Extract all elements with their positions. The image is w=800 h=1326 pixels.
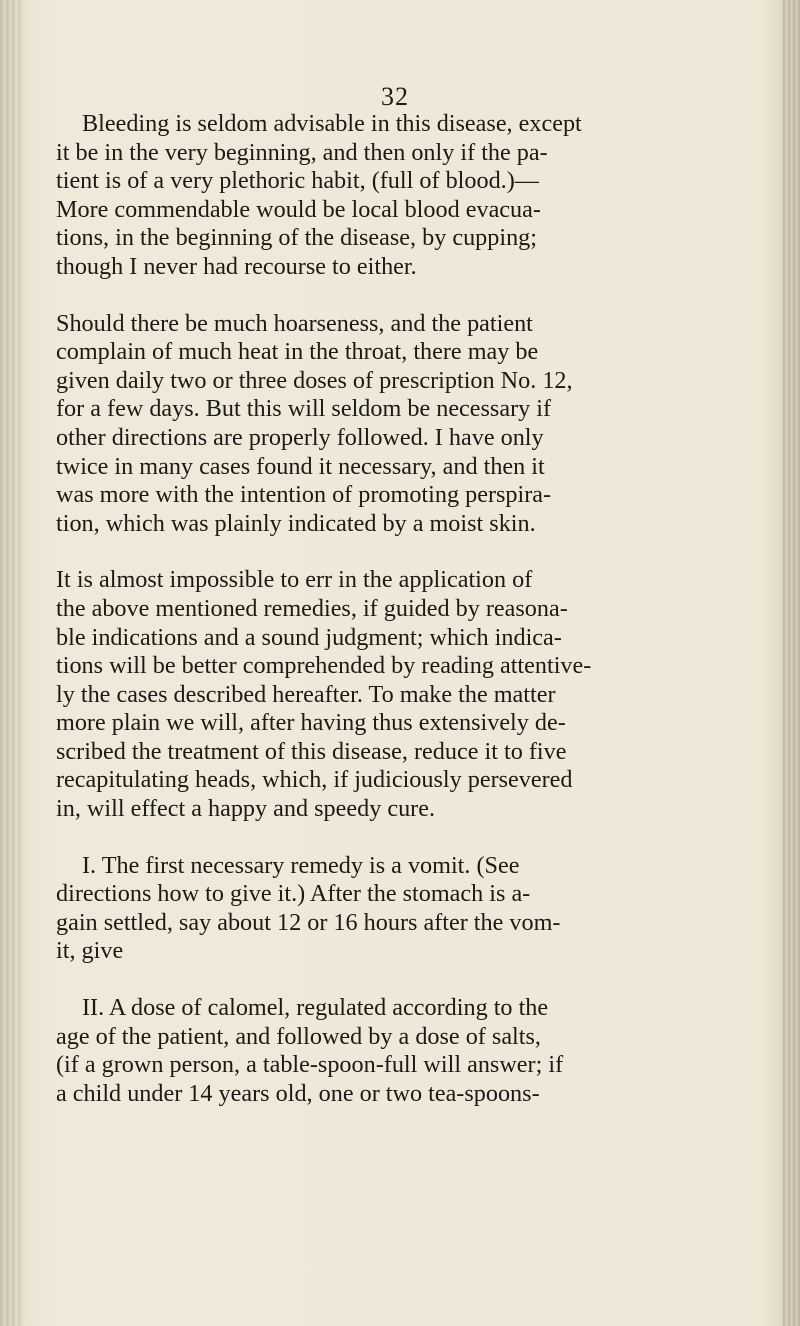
text-line: tions will be better comprehended by reading attentive-	[56, 652, 592, 680]
text-line: age of the patient, and followed by a dose of salts,	[56, 1022, 541, 1050]
text-line: II. A dose of calomel, regulated according to the	[82, 994, 549, 1022]
page-edge	[782, 0, 800, 1326]
text-line: in, will effect a happy and speedy cure.	[56, 795, 436, 823]
text-line: Bleeding is seldom advisable in this disease, except	[82, 110, 582, 137]
text-line: tient is of a very plethoric habit, (full of blood.)—	[56, 167, 539, 195]
text-line: ly the cases described hereafter. To make the matter	[56, 680, 556, 708]
page-number: 32	[381, 82, 409, 111]
text-line: a child under 14 years old, one or two tea-spoons-	[56, 1079, 540, 1107]
text-line: given daily two or three doses of prescription No. 12,	[56, 366, 573, 394]
text-line: tion, which was plainly indicated by a moist skin.	[56, 509, 536, 537]
text-line: (if a grown person, a table-spoon-full will answer; if	[56, 1051, 564, 1079]
paragraph-step-two	[56, 994, 748, 1108]
text-line: more plain we will, after having thus extensively de-	[56, 709, 566, 737]
text-line: ble indications and a sound judgment; which indica-	[56, 623, 562, 651]
page-gutter	[0, 0, 24, 1326]
text-line: though I never had recourse to either.	[56, 252, 417, 280]
text-line: More commendable would be local blood evacua-	[56, 195, 541, 223]
text-line: twice in many cases found it necessary, and then it	[56, 452, 545, 480]
text-line: scribed the treatment of this disease, reduce it to five	[56, 737, 567, 765]
text-line: it, give	[56, 937, 124, 965]
text-line: directions how to give it.) After the stomach is a-	[56, 880, 531, 908]
text-line: the above mentioned remedies, if guided by reasona-	[56, 594, 568, 622]
text-line: gain settled, say about 12 or 16 hours after the vom-	[56, 908, 561, 936]
text-line: was more with the intention of promoting perspira-	[56, 481, 552, 509]
paragraph-bleeding	[56, 110, 748, 282]
text-line: recapitulating heads, which, if judiciously persevered	[56, 766, 573, 794]
text-line: It is almost impossible to err in the application of	[56, 566, 533, 594]
text-line: other directions are properly followed. I have only	[56, 423, 544, 451]
paragraph-hoarseness	[56, 310, 748, 539]
text-line: I. The first necessary remedy is a vomit. (See	[82, 851, 520, 879]
paragraph-remedies	[56, 566, 748, 823]
text-line: complain of much heat in the throat, there may be	[56, 338, 539, 366]
text-line: it be in the very beginning, and then only if the pa-	[56, 138, 548, 166]
text-line: for a few days. But this will seldom be necessary if	[56, 395, 552, 423]
paragraph-step-one	[56, 852, 748, 966]
text-line: tions, in the beginning of the disease, by cupping;	[56, 224, 537, 252]
text-line: Should there be much hoarseness, and the patient	[56, 309, 533, 337]
body-text	[56, 110, 748, 1136]
